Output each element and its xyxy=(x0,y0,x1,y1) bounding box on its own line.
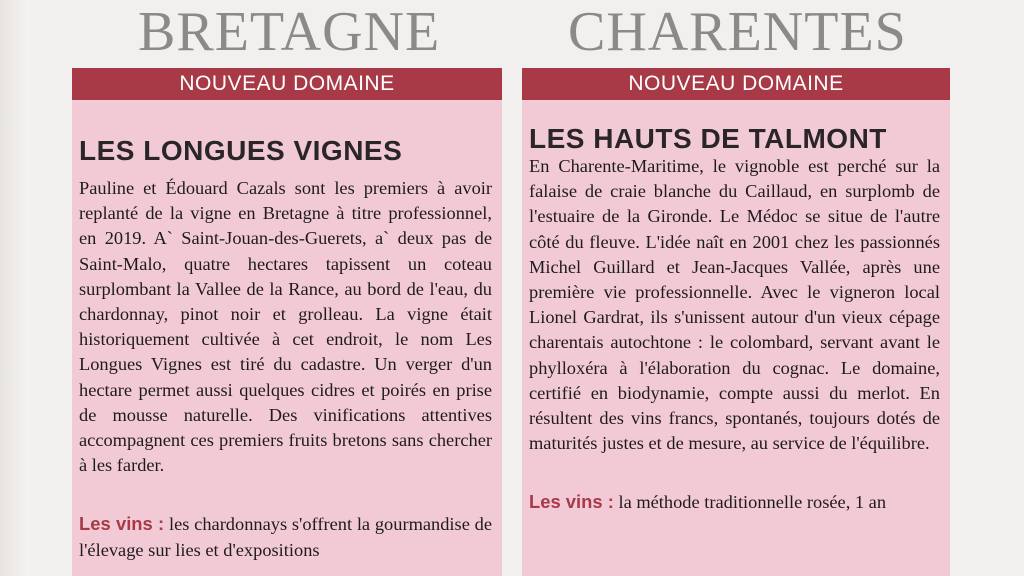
domain-description: En Charente-Maritime, le vignoble est perché sur la falaise de craie blanche du Caillaud, en surplomb de l'estuaire de la Gironde. Le Médoc se situe de l'autre côté du fleuve. L'idée naît en 2001 chez les passionnés Michel Guillard et Jean-Jacques Vallée, après une première vie professionnelle. Avec le vigneron local Lionel Gardrat, ils s'unissent autour d'un vieux cépage charentais autochtone : le colombard, servant avant le phylloxéra à l'élaboration du cognac. Le domaine, certifié en biodynamie, compte aussi du merlot. En résultent des vins francs, spontanés, toujours dotés de maturités justes et de mesure, au service de l'équilibre. xyxy=(529,156,940,454)
new-domain-banner: NOUVEAU DOMAINE xyxy=(72,68,502,100)
wines-text: la méthode traditionnelle rosée, 1 an xyxy=(618,492,887,513)
wines-paragraph xyxy=(79,511,492,562)
domain-name: LES HAUTS DE TALMONT xyxy=(529,123,887,154)
wines-label: Les vins : xyxy=(529,491,614,513)
region-title-charentes: CHARENTES xyxy=(568,1,907,63)
wines-label: Les vins : xyxy=(79,513,165,535)
domain-column-charentes xyxy=(522,68,950,576)
region-title-bretagne: BRETAGNE xyxy=(138,1,441,63)
domain-description: Pauline et Édouard Cazals sont les premiers à avoir replanté de la vigne en Bretagne à titre professionnel, en 2019. A` Saint-Jouan-des-Guerets, a` deux pas de Saint-Malo, quatre hectares tapissent un coteau surplombant la Vallee de la Rance, au bord de l'eau, du chardonnay, pinot noir et grolleau. La vigne était historiquement cultivée à cet endroit, le nom Les Longues Vignes est tiré du cadastre. Un verger d'un hectare permet aussi quelques cidres et poirés en prise de mousse naturelle. Des vinifications attentives accompagnent ces premiers fruits bretons sans chercher à les farder. xyxy=(79,178,492,476)
new-domain-banner: NOUVEAU DOMAINE xyxy=(522,68,950,100)
domain-name: LES LONGUES VIGNES xyxy=(79,135,403,166)
domain-column-bretagne xyxy=(72,68,502,576)
wines-paragraph xyxy=(529,489,940,515)
wines-text: les chardonnays s'offrent la gourmandise de l'élevage sur lies et d'expositions xyxy=(79,514,492,560)
page-edge xyxy=(0,0,30,576)
